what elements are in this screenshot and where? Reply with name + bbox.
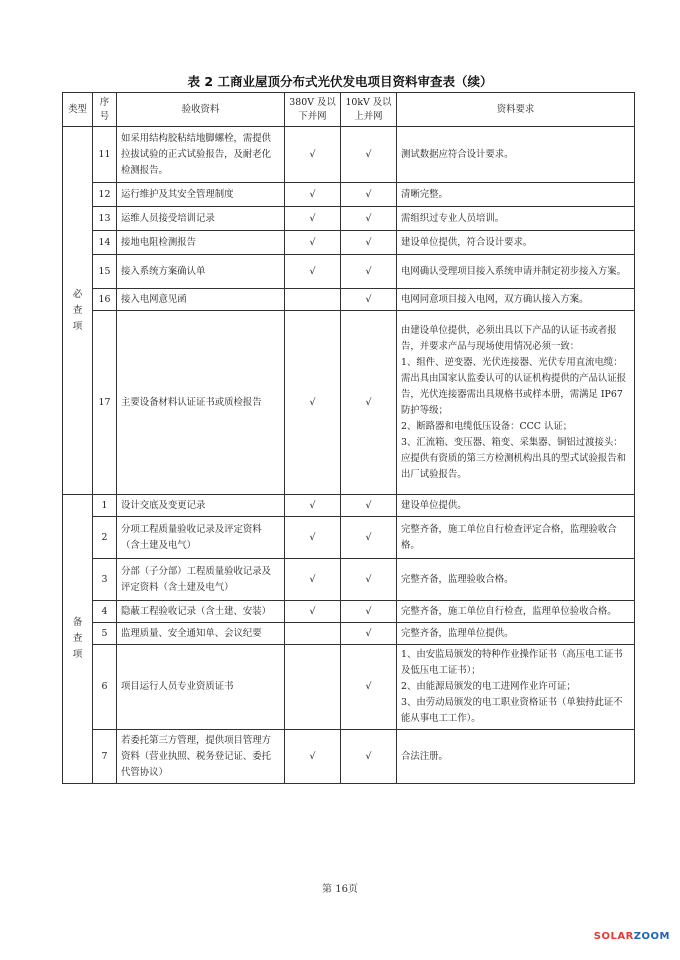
table-row [63,183,635,207]
table-row [63,127,635,183]
requirement-line: 合法注册。 [401,750,448,762]
material-cell: 项目运行人员专业资质证书 [117,645,285,730]
category-required-label: 必查项 [72,288,83,332]
check-10kv: √ [341,183,397,207]
category-optional-label: 备查项 [72,617,83,660]
table-title: 表 2 工商业屋顶分布式光伏发电项目资料审查表（续） [187,74,493,89]
row-number: 5 [93,623,117,645]
requirement-line: 2、由能源局颁发的电工进网作业许可证； [401,681,576,692]
requirement-line: 电网确认受理项目接入系统申请并制定初步接入方案。 [401,265,627,277]
header-no: 序号 [93,93,117,127]
check-380v [285,289,341,311]
material-cell: 接入电网意见函 [117,289,285,311]
header-material: 验收资料 [117,93,285,127]
category-required [63,127,93,495]
requirement-cell [397,231,635,255]
table-row [63,289,635,311]
check-380v: √ [285,127,341,183]
table-row [63,645,635,730]
header-requirement: 资料要求 [397,93,635,127]
row-number: 15 [93,255,117,289]
requirement-cell [397,495,635,517]
table-row [63,601,635,623]
material-cell: 设计交底及变更记录 [117,495,285,517]
check-380v: √ [285,559,341,601]
check-380v: √ [285,255,341,289]
row-number: 3 [93,559,117,601]
row-number: 14 [93,231,117,255]
requirement-line: 3、汇流箱、变压器、箱变、采集器、铜铝过渡接头：应提供有资质的第三方检测机构出具的型式试验报告和出厂试验报告。 [401,436,627,480]
check-380v: √ [285,517,341,559]
requirement-line: 测试数据应符合设计要求。 [401,148,514,160]
check-380v: √ [285,311,341,495]
requirement-cell [397,517,635,559]
check-10kv: √ [341,495,397,517]
material-cell: 分部（子分部）工程质量验收记录及评定资料（含土建及电气） [117,559,285,601]
header-row [63,93,635,127]
requirement-cell [397,127,635,183]
check-10kv: √ [341,207,397,231]
check-10kv: √ [341,289,397,311]
requirement-cell [397,311,635,495]
table-row [63,207,635,231]
table-row [63,231,635,255]
check-10kv: √ [341,231,397,255]
check-380v: √ [285,231,341,255]
check-10kv: √ [341,517,397,559]
requirement-line: 建设单位提供，符合设计要求。 [401,236,533,248]
requirement-line: 完整齐备，监理单位提供。 [401,627,514,639]
requirement-line: 需组织过专业人员培训。 [401,212,505,224]
header-10kv: 10kV 及以上并网 [341,93,397,127]
check-10kv: √ [341,645,397,730]
row-number: 6 [93,645,117,730]
material-cell: 主要设备材料认证证书或质检报告 [117,311,285,495]
material-cell: 监理质量、安全通知单、会议纪要 [117,623,285,645]
requirement-line: 电网同意项目接入电网，双方确认接入方案。 [401,293,589,305]
requirement-cell [397,207,635,231]
header-380v: 380V 及以下并网 [285,93,341,127]
table-row [63,730,635,784]
requirement-line: 3、由劳动局颁发的电工职业资格证书（单独持此证不能从事电工工作）。 [401,697,623,724]
category-optional [63,495,93,784]
requirement-line: 由建设单位提供，必须出具以下产品的认证书或者报告，并要求产品与现场使用情况必须一致： [401,324,617,352]
material-cell: 运维人员接受培训记录 [117,207,285,231]
table-row [63,255,635,289]
row-number: 13 [93,207,117,231]
requirement-cell [397,559,635,601]
material-cell: 如采用结构胶粘结地脚螺栓，需提供拉拔试验的正式试验报告，及耐老化检测报告。 [117,127,285,183]
table-row [63,623,635,645]
check-380v [285,645,341,730]
watermark-part-a: SOLAR [593,931,634,942]
requirement-line: 建设单位提供。 [401,499,467,511]
requirement-line: 清晰完整。 [401,188,448,200]
material-cell: 接地电阻检测报告 [117,231,285,255]
requirement-cell [397,730,635,784]
check-380v: √ [285,730,341,784]
page-number: 第 16页 [322,884,358,895]
requirement-line: 1、由安监局颁发的特种作业操作证书（高压电工证书及低压电工证书）； [401,649,623,676]
requirement-line: 1、组件、逆变器、光伏连接器、光伏专用直流电缆：需出具由国家认监委认可的认证机构提供的产品认证报告，光伏连接器需出具规格书或样本册，需满足 IP67 防护等级； [401,356,627,416]
check-10kv: √ [341,127,397,183]
material-cell: 分项工程质量验收记录及评定资料（含土建及电气） [117,517,285,559]
table-row [63,495,635,517]
row-number: 17 [93,311,117,495]
table-row [63,311,635,495]
row-number: 12 [93,183,117,207]
row-number: 2 [93,517,117,559]
requirement-line: 2、断路器和电缆低压设备：CCC 认证； [401,420,573,432]
requirement-line: 完整齐备，施工单位自行检查评定合格，监理验收合格。 [401,523,617,551]
requirement-line: 完整齐备，监理验收合格。 [401,573,514,585]
header-type: 类型 [63,93,93,127]
check-10kv: √ [341,255,397,289]
check-10kv: √ [341,730,397,784]
check-10kv: √ [341,311,397,495]
row-number: 4 [93,601,117,623]
solarzoom-watermark [594,931,670,942]
material-cell: 若委托第三方管理，提供项目管理方资料（营业执照、税务登记证、委托代管协议） [117,730,285,784]
requirement-cell [397,183,635,207]
material-cell: 隐蔽工程验收记录（含土建、安装） [117,601,285,623]
watermark-part-b: ZOOM [633,931,670,942]
check-10kv: √ [341,559,397,601]
requirement-cell [397,255,635,289]
requirement-cell [397,645,635,730]
table-body [63,127,635,784]
row-number: 16 [93,289,117,311]
check-380v: √ [285,601,341,623]
requirement-cell [397,601,635,623]
row-number: 1 [93,495,117,517]
check-10kv: √ [341,623,397,645]
check-380v [285,623,341,645]
requirement-cell [397,289,635,311]
review-table [62,92,635,784]
check-380v: √ [285,207,341,231]
check-380v: √ [285,183,341,207]
table-row [63,559,635,601]
row-number: 7 [93,730,117,784]
table-row [63,517,635,559]
check-380v: √ [285,495,341,517]
row-number: 11 [93,127,117,183]
material-cell: 接入系统方案确认单 [117,255,285,289]
check-10kv: √ [341,601,397,623]
material-cell: 运行维护及其安全管理制度 [117,183,285,207]
requirement-line: 完整齐备，施工单位自行检查，监理单位验收合格。 [401,605,617,617]
requirement-cell [397,623,635,645]
